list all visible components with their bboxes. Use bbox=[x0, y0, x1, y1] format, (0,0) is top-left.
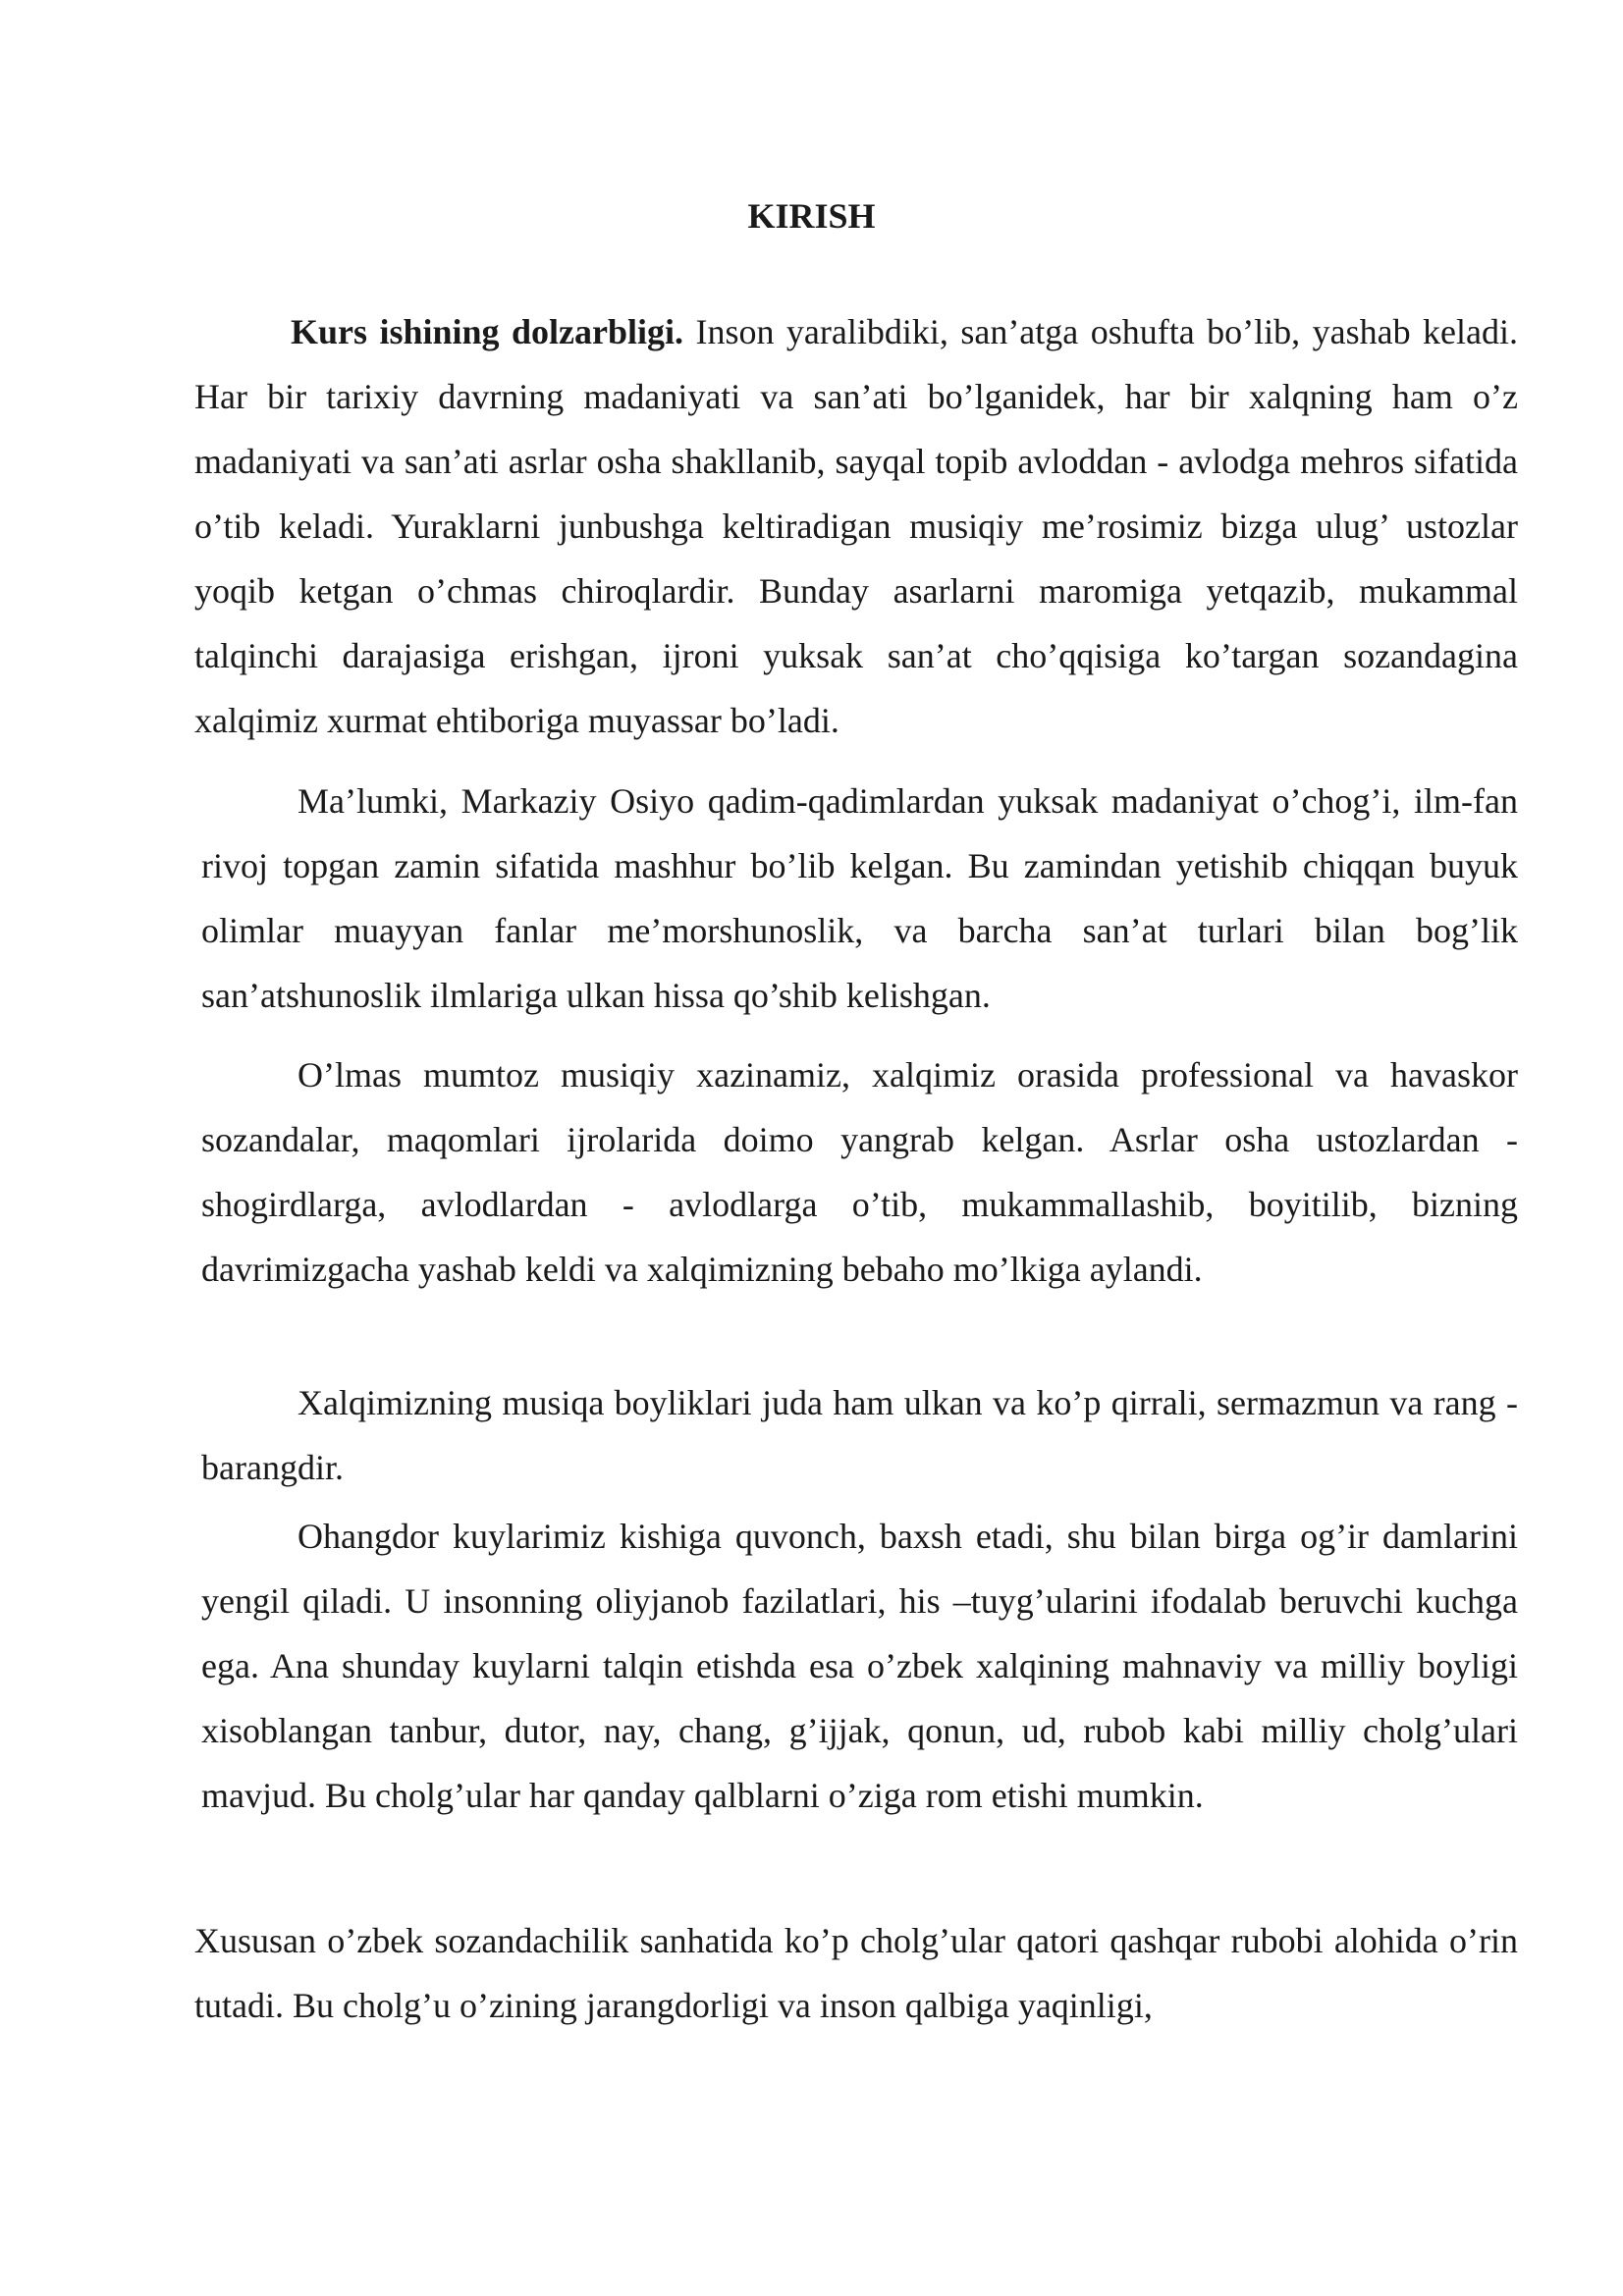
paragraph-text: Inson yaralibdiki, san’atga oshufta bo’lib, yashab keladi. Har bir tarixiy davrning madaniyati va san’ati bo’lganidek, har bir xalqning ham o’z madaniyati va san’ati asrlar osha shakllanib, sayqal topib avloddan - avlodga mehros sifatida o’tib keladi. Yuraklarni junbushga keltiradigan musiqiy me’rosimiz bizga ulug’ ustozlar yoqib ketgan o’chmas chiroqlardir. Bunday asarlarni maromiga yetqazib, mukammal talqinchi darajasiga erishgan, ijroni yuksak san’at cho’qqisiga ko’targan sozandagina xalqimiz xurmat ehtiboriga muyassar bo’ladi. bbox=[194, 312, 1518, 740]
paragraph-instruments: Ohangdor kuylarimiz kishiga quvonch, baxsh etadi, shu bilan birga og’ir damlarini yengil qiladi. U insonning oliyjanob fazilatlari, his –tuyg’ularini ifodalab beruvchi kuchga ega. Ana shunday kuylarni talqin etishda esa o’zbek xalqining mahnaviy va milliy boyligi xisoblangan tanbur, dutor, nay, chang, g’ijjak, qonun, ud, rubob kabi milliy cholg’ulari mavjud. Bu cholg’ular har qanday qalblarni o’ziga rom etishi mumkin. bbox=[201, 1517, 1518, 1815]
page-title: KIRISH bbox=[747, 196, 876, 236]
paragraph-music-treasury: O’lmas mumtoz musiqiy xazinamiz, xalqimiz orasida professional va havaskor sozandalar, maqomlari ijrolarida doimo yangrab kelgan. Asrlar osha ustozlardan - shogirdlarga, avlodlardan - avlodlarga o’tib, mukammallashib, boyitilib, bizning davrimizgacha yashab keldi va xalqimizning bebaho mo’lkiga aylandi. bbox=[201, 1055, 1518, 1289]
paragraph-music-wealth: Xalqimizning musiqa boyliklari juda ham ulkan va ko’p qirrali, sermazmun va rang - barangdir. bbox=[201, 1383, 1518, 1487]
paragraph-central-asia: Ma’lumki, Markaziy Osiyo qadim-qadimlardan yuksak madaniyat o’chog’i, ilm-fan rivoj topgan zamin sifatida mashhur bo’lib kelgan. Bu zamindan yetishib chiqqan buyuk olimlar muayyan fanlar me’morshunoslik, va barcha san’at turlari bilan bog’lik san’atshunoslik ilmlariga ulkan hissa qo’shib kelishgan. bbox=[201, 781, 1518, 1015]
paragraph-relevance bbox=[194, 299, 1518, 753]
paragraph-lead: Kurs ishining dolzarbligi. bbox=[291, 312, 684, 351]
paragraph-rubob: Xususan o’zbek sozandachilik sanhatida ko’p cholg’ular qatori qashqar rubobi alohida o’rin tutadi. Bu cholg’u o’zining jarangdorligi va inson qalbiga yaqinligi, bbox=[194, 1921, 1518, 2025]
